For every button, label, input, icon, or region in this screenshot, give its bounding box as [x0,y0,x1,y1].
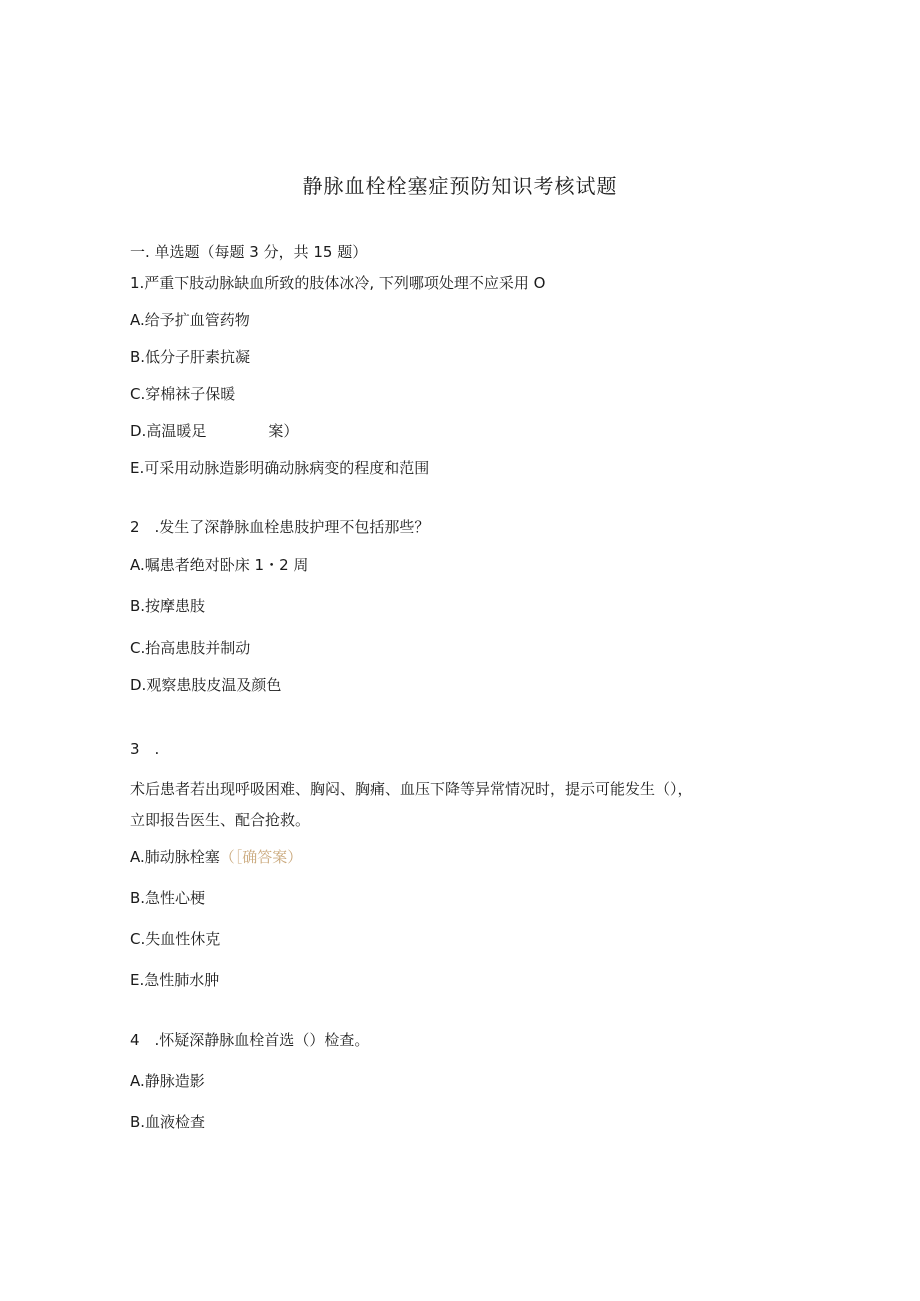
question-3-stem-line-2: 立即报告医生、配合抢救。 [130,811,311,829]
question-1-option-e: E.可采用动脉造影明确动脉病变的程度和范围 [130,459,430,477]
question-1-option-c: C.穿棉袜子保暖 [130,385,236,403]
question-1-option-d [130,421,298,441]
question-3-stem-line-1: 术后患者若出现呼吸困难、胸闷、胸痛、血压下降等异常情况时，提示可能发生（）， [130,780,693,798]
question-4-option-a: A.静脉造影 [130,1072,205,1090]
question-1-option-a: A.给予扩血管药物 [130,311,250,329]
question-3-option-e: E.急性肺水肿 [130,971,220,989]
question-3-option-b: B.急性心梗 [130,889,206,907]
section-heading: 一. 单选题（每题 3 分，共 15 题） [130,243,368,261]
question-2-option-a: A.嘱患者绝对卧床 1・2 周 [130,556,309,574]
question-2-stem: 2 .发生了深静脉血栓患肢护理不包括那些？ [130,518,430,536]
question-2-option-d: D.观察患肢皮温及颜色 [130,676,282,694]
page-title: 静脉血栓栓塞症预防知识考核试题 [302,174,618,198]
question-1-stem: 1.严重下肢动脉缺血所致的肢体冰冷, 下列哪项处理不应采用 O [130,274,546,292]
question-3-option-c: C.失血性休克 [130,930,221,948]
question-2-option-b: B.按摩患肢 [130,597,206,615]
answer-note: （［确答案） [219,848,303,866]
question-4-stem: 4 .怀疑深静脉血栓首选（）检查。 [130,1031,370,1049]
question-3-option-a [130,847,302,867]
question-4-option-b: B.血液检查 [130,1113,206,1131]
question-1-option-b: B.低分子肝素抗凝 [130,348,251,366]
question-1-option-d-fragment: 案） [268,422,299,440]
question-3-option-a-text: A.肺动脉栓塞 [130,848,220,866]
question-1-option-d-text: D.高温暖足 [130,422,207,440]
question-3-number: 3 . [130,740,160,758]
question-2-option-c: C.抬高患肢并制动 [130,639,251,657]
